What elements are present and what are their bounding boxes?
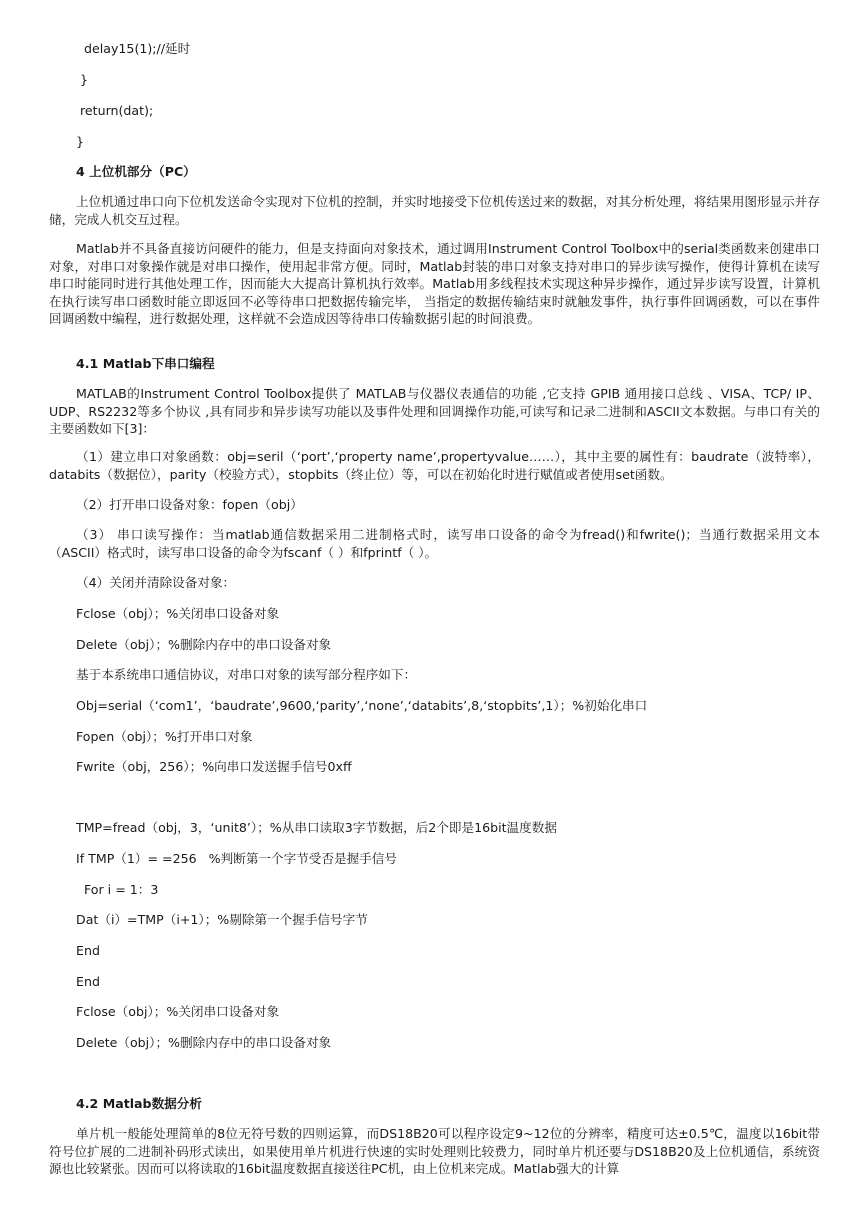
code-line: } [76, 72, 89, 87]
paragraph: 单片机一般能处理简单的8位无符号数的四则运算，而DS18B20可以程序设定9~12位的分辨率，精度可达±0.5℃，温度以16bit带符号位扩展的二进制补码形式读出，如果使用单片机进行快速的实时处理则比较费力，同时单片机还要与DS18B20及上位机通信，系统资源也比较紧张。因而可以将读取的16bit温度数据直接送往PC机，由上位机来完成。Matlab强大的计算 [49, 1126, 820, 1176]
code-line: Delete（obj）；%删除内存中的串口设备对象 [76, 1035, 332, 1050]
code-line: For i = 1：3 [76, 882, 159, 897]
code-line: End [76, 943, 100, 958]
code-line: Dat（i）=TMP（i+1）；%剔除第一个握手信号字节 [76, 912, 368, 927]
list-item: （4）关闭并清除设备对象： [76, 575, 236, 590]
code-line: TMP=fread（obj，3，‘unit8’）；%从串口读取3字节数据，后2个即是16bit温度数据 [76, 820, 557, 835]
paragraph: MATLAB的Instrument Control Toolbox提供了 MATLAB与仪器仪表通信的功能 ,它支持 GPIB 通用接口总线 、VISA、TCP/ IP、UDP、RS2232等多个协议 ,具有同步和异步读写功能以及事件处理和回调操作功能,可读写和记录二进制和ASCII文本数据。与串口有关的主要函数如下[3]： [49, 386, 820, 436]
section-heading: 4 上位机部分（PC） [76, 164, 196, 179]
code-line: Obj=serial（‘com1’，‘baudrate’,9600,‘parity’,‘none’,‘databits’,8,‘stopbits’,1）；%初始化串口 [76, 698, 648, 713]
paragraph: Matlab并不具备直接访问硬件的能力，但是支持面向对象技术，通过调用Instrument Control Toolbox中的serial类函数来创建串口对象，对串口对象操作就是对串口操作，使用起非常方便。同时，Matlab封装的串口对象支持对串口的异步读写操作，使得计算机在读写串口时能同时进行其他处理工作，因而能大大提高计算机执行效率。Matlab用多线程技术实现这种异步操作，通过异步读写设置，计算机在执行读写串口函数时能立即返回不必等待串口把数据传输完毕， 当指定的数据传输结束时就触发事件，执行事件回调函数，可以在事件回调函数中编程，进行数据处理，这样就不会造成因等待串口传输数据引起的时间浪费。 [49, 241, 820, 326]
list-item: （2）打开串口设备对象：fopen（obj） [76, 497, 303, 512]
text-line: 基于本系统串口通信协议，对串口对象的读写部分程序如下： [76, 667, 417, 682]
section-heading: 4.2 Matlab数据分析 [76, 1096, 202, 1111]
paragraph: 上位机通过串口向下位机发送命令实现对下位机的控制，并实时地接受下位机传送过来的数据，对其分析处理，将结果用图形显示并存储，完成人机交互过程。 [49, 194, 820, 227]
code-line: Fopen（obj）；%打开串口对象 [76, 729, 253, 744]
code-line: Fwrite（obj，256）；%向串口发送握手信号0xff [76, 759, 352, 774]
code-line: End [76, 974, 100, 989]
code-line: Fclose（obj）；%关闭串口设备对象 [76, 606, 280, 621]
code-line: return(dat); [76, 103, 154, 118]
section-heading: 4.1 Matlab下串口编程 [76, 356, 215, 371]
code-line: delay15(1);//延时 [76, 41, 191, 56]
code-line: If TMP（1）= =256 %判断第一个字节受否是握手信号 [76, 851, 397, 866]
list-item: （3） 串口读写操作：当matlab通信数据采用二进制格式时，读写串口设备的命令为fread()和fwrite()；当通行数据采用文本（ASCII）格式时，读写串口设备的命令为fscanf（ ）和fprintf（ ）。 [49, 527, 820, 560]
list-item: （1）建立串口对象函数：obj=seril（‘port’,‘property name’,propertyvalue……），其中主要的属性有：baudrate（波特率），databits（数据位），parity（校验方式），stopbits（终止位）等，可以在初始化时进行赋值或者使用set函数。 [49, 449, 820, 482]
code-line: } [76, 134, 85, 149]
code-line: Fclose（obj）；%关闭串口设备对象 [76, 1004, 280, 1019]
code-line: Delete（obj）；%删除内存中的串口设备对象 [76, 637, 332, 652]
